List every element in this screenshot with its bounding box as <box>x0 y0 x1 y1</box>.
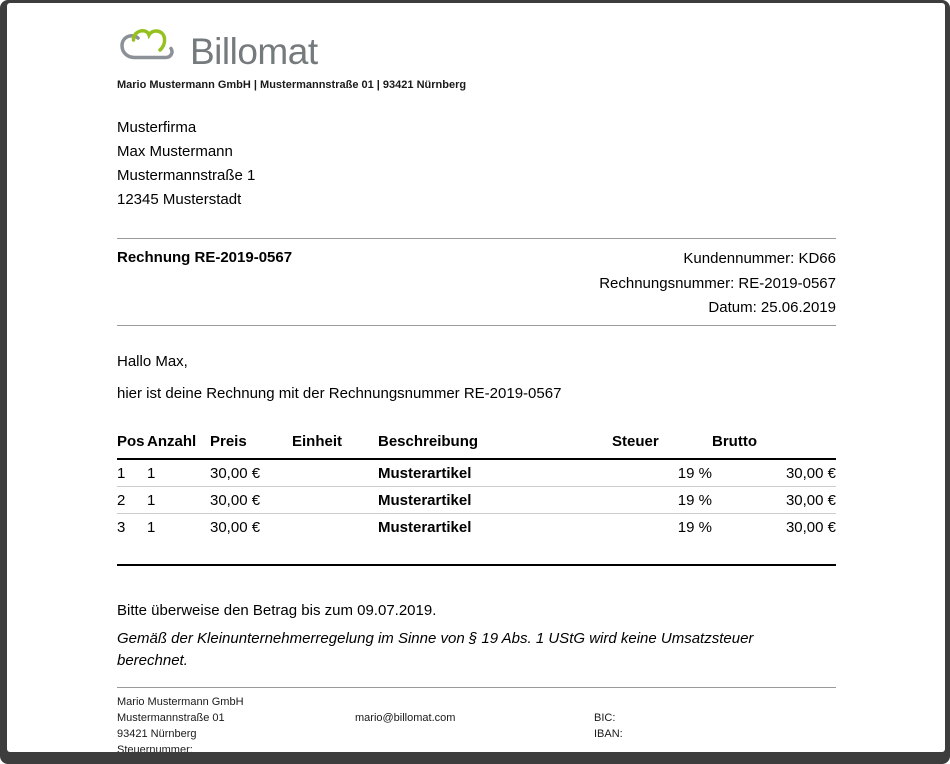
footer-company-street: Mustermannstraße 01 <box>117 711 225 724</box>
footer-company-block <box>117 694 355 753</box>
invoice-number: Rechnungsnummer: RE-2019-0567 <box>599 274 836 292</box>
column-header-beschreibung: Beschreibung <box>378 429 612 459</box>
cell-anzahl: 1 <box>147 459 210 487</box>
cell-beschreibung: Musterartikel <box>378 486 612 513</box>
table-row <box>117 459 836 487</box>
column-header-anzahl: Anzahl <box>147 429 210 459</box>
cell-preis: 30,00 € <box>210 459 292 487</box>
invoice-meta <box>117 239 836 325</box>
footer-contact-block <box>355 694 594 753</box>
footer-email: mario@billomat.com <box>355 711 456 724</box>
cell-steuer: 19 % <box>677 518 712 536</box>
column-header-preis: Preis <box>210 429 292 459</box>
line-items-table <box>117 429 836 540</box>
recipient-line: Max Mustermann <box>117 143 233 160</box>
invoice-meta-details <box>599 247 836 321</box>
footer-company-name: Mario Mustermann GmbH <box>117 695 244 708</box>
cell-einheit <box>292 459 378 487</box>
invoice-date: Datum: 25.06.2019 <box>708 299 836 316</box>
recipient-line: Mustermannstraße 1 <box>117 167 256 184</box>
cell-einheit <box>292 486 378 513</box>
cell-steuer: 19 % <box>612 486 712 513</box>
payment-note: Bitte überweise den Betrag bis zum 09.07.2019. <box>117 601 437 619</box>
intro-text: hier ist deine Rechnung mit der Rechnungsnummer RE-2019-0567 <box>117 384 562 402</box>
cloud-icon <box>117 27 181 70</box>
cell-anzahl: 1 <box>147 518 156 536</box>
column-header-steuer: Steuer <box>612 429 712 459</box>
cell-steuer: 19 % <box>612 459 712 487</box>
cell-brutto: 30,00 € <box>785 518 836 536</box>
footer-company-city: 93421 Nürnberg <box>117 727 197 740</box>
cell-pos: 1 <box>117 459 147 487</box>
footer-tax-number: Steuernummer: <box>117 743 193 752</box>
cell-beschreibung: Musterartikel <box>378 459 612 487</box>
divider <box>117 325 836 326</box>
recipient-line: Musterfirma <box>117 119 197 136</box>
cell-brutto: 30,00 € <box>712 459 836 487</box>
table-end-divider <box>117 564 836 566</box>
greeting-text: Hallo Max, <box>117 352 188 370</box>
cell-preis: 30,00 € <box>210 486 292 513</box>
customer-number: Kundennummer: KD66 <box>683 250 836 267</box>
sender-address-line: Mario Mustermann GmbH | Mustermannstraße 01 | 93421 Nürnberg <box>117 79 467 91</box>
cell-pos: 3 <box>117 518 126 536</box>
footer-bank-block <box>594 694 836 753</box>
tax-note: Gemäß der Kleinunternehmerregelung im Sinne von § 19 Abs. 1 UStG wird keine Umsatzsteuer berechnet. <box>117 629 754 669</box>
cell-pos: 2 <box>117 486 147 513</box>
recipient-line: 12345 Musterstadt <box>117 191 242 208</box>
footer-iban: IBAN: <box>594 727 623 740</box>
table-row <box>117 486 836 513</box>
brand-logo <box>117 27 836 70</box>
cell-beschreibung: Musterartikel <box>378 518 472 536</box>
invoice-page <box>7 3 945 752</box>
brand-name: Billomat <box>190 31 318 72</box>
footer <box>117 687 836 753</box>
footer-bic: BIC: <box>594 711 616 724</box>
cell-anzahl: 1 <box>147 486 210 513</box>
cell-einheit <box>292 513 378 540</box>
table-row <box>117 513 836 540</box>
cell-preis: 30,00 € <box>210 518 261 536</box>
column-header-pos: Pos <box>117 429 147 459</box>
column-header-einheit: Einheit <box>292 429 378 459</box>
column-header-brutto: Brutto <box>712 429 836 459</box>
cell-brutto: 30,00 € <box>712 486 836 513</box>
recipient-address <box>117 116 836 212</box>
invoice-title: Rechnung RE-2019-0567 <box>117 249 293 266</box>
table-header-row <box>117 429 836 459</box>
